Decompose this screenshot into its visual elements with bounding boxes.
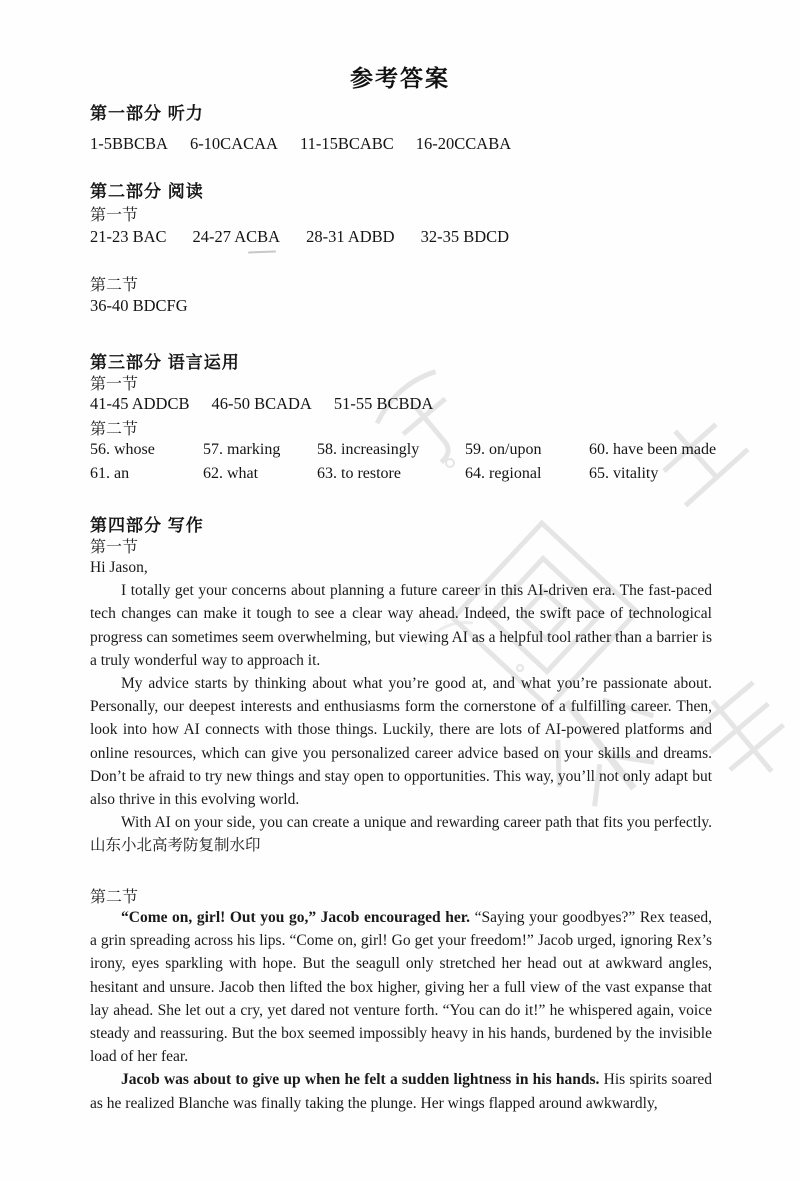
answer-group: 21-23 BAC <box>90 227 167 246</box>
part1-heading: 第一部分 听力 <box>90 104 204 123</box>
fill-answer: 56. whose <box>90 441 155 458</box>
fill-answers-row-1 <box>90 441 730 459</box>
story-paragraph-rest: “Saying your goodbyes?” Rex teased, a grin spreading across his lips. “Come on, girl! Go get your freedom!” Jacob urged, ignoring Rex’s irony, eyes sparkling with hope. But the seagull only stretched her head out at awkward angles, hesitant and unsure. Jacob then lifted the box higher, giving her a full view of the vast expanse that lay ahead. She let out a cry, yet dared not venture forth. “You can do it!” he whispered again, voice steady and reassuring. But the box seemed impossibly heavy in his hands, burdened by the invisible load of her fear. <box>90 909 712 1066</box>
answer-group: 28-31 ADBD <box>306 227 395 246</box>
part2-section1-answers-row <box>90 227 509 247</box>
part2-section2-answers-row <box>90 296 188 316</box>
fill-answer: 64. regional <box>465 465 542 482</box>
letter-text <box>90 556 712 858</box>
answer-group: 11-15BCABC <box>299 134 394 153</box>
part3-heading: 第三部分 语言运用 <box>90 353 240 372</box>
fill-answer: 60. have been made <box>589 441 717 458</box>
letter-paragraph: I totally get your concerns about planning a future career in this AI-driven era. The fast-paced tech changes can make it tough to see a clear way ahead. Indeed, the swift pace of technological progress can sometimes seem overwhelming, but viewing AI as a helpful tool rather than a barrier is a truly wonderful way to approach it. <box>90 582 712 669</box>
part3-section1-label: 第一节 <box>90 376 139 393</box>
part2-heading: 第二部分 阅读 <box>90 182 204 201</box>
story-paragraph <box>90 906 712 1068</box>
answer-group: 51-55 BCBDA <box>333 394 434 413</box>
fill-answer: 65. vitality <box>589 465 659 482</box>
page-title: 参考答案 <box>350 65 450 91</box>
part3-section2-label: 第二节 <box>90 421 139 438</box>
part4-heading: 第四部分 写作 <box>90 516 204 535</box>
answer-group: 32-35 BDCD <box>420 227 510 246</box>
story-bold-lead: Jacob was about to give up when he felt a sudden lightness in his hands. <box>121 1071 600 1089</box>
part2-section2-label: 第二节 <box>90 277 139 294</box>
story-paragraph-rest: His spirits soared as he realized Blanche was finally taking the plunge. Her wings flapped around awkwardly, <box>90 1071 712 1112</box>
part4-section2-label: 第二节 <box>90 889 139 906</box>
letter-salutation: Hi Jason, <box>90 559 148 576</box>
answer-group: 46-50 BCADA <box>211 394 312 413</box>
answer-group: 36-40 BDCFG <box>90 296 188 315</box>
answer-group: 1-5BBCBA <box>90 134 168 153</box>
answer-group: 6-10CACAA <box>189 134 278 153</box>
story-text <box>90 906 712 1115</box>
answer-group: 24-27 ACBA <box>192 227 281 246</box>
story-paragraph <box>90 1068 712 1114</box>
letter-paragraph: With AI on your side, you can create a unique and rewarding career path that fits you perfectly. 山东小北高考防复制水印 <box>90 814 712 855</box>
scan-artifact-line <box>248 251 276 254</box>
story-bold-lead: “Come on, girl! Out you go,” Jacob encouraged her. <box>121 909 471 926</box>
part3-section1-answers-row <box>90 394 433 414</box>
fill-answers-row-2 <box>90 465 730 483</box>
part2-section1-label: 第一节 <box>90 207 139 224</box>
answer-group: 41-45 ADDCB <box>90 394 190 413</box>
fill-answer: 57. marking <box>203 441 281 458</box>
fill-answer: 59. on/upon <box>465 441 542 458</box>
fill-answer: 63. to restore <box>317 465 401 482</box>
letter-paragraph: My advice starts by thinking about what you’re good at, and what you’re passionate about. Personally, our deepest interests and enthusiasms form the cornerstone of a fulfilling career. Then, look into how AI connects with those things. Luckily, there are lots of AI-powered platforms and online resources, which can give you personalized career advice based on your skills and dreams. Don’t be afraid to try new things and stay open to opportunities. This way, you’ll not only adapt but also thrive in this evolving world. <box>90 675 712 809</box>
fill-answer: 61. an <box>90 465 130 482</box>
fill-answer: 58. increasingly <box>317 441 420 458</box>
part4-section1-label: 第一节 <box>90 539 139 556</box>
answer-group: 16-20CCABA <box>415 134 512 153</box>
fill-answer: 62. what <box>203 465 259 482</box>
part1-answers-row <box>90 134 511 154</box>
